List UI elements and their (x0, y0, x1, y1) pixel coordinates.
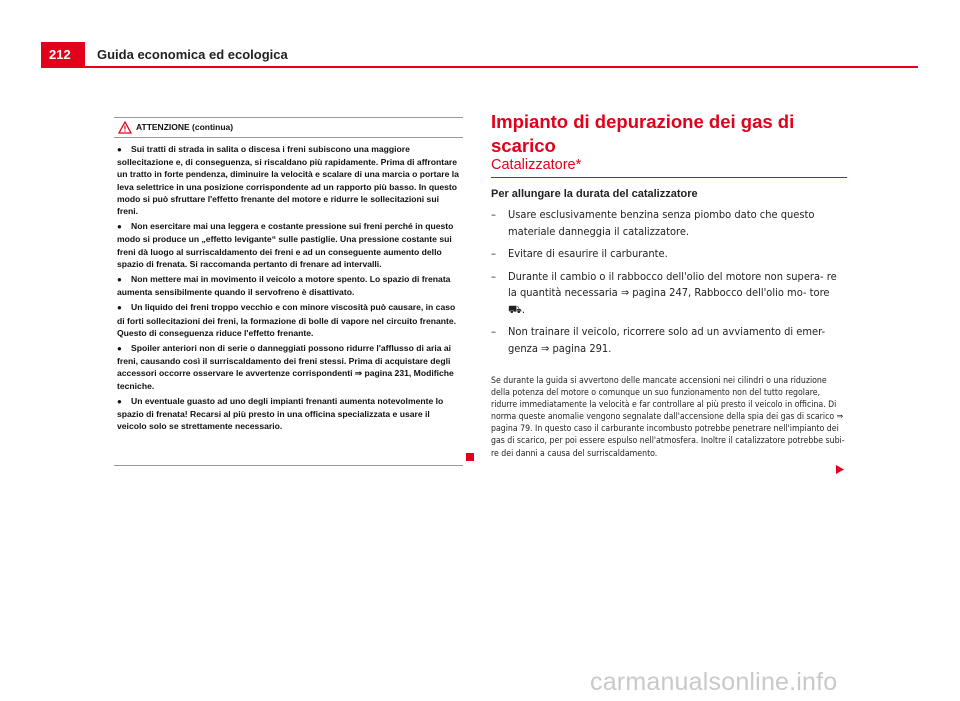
section-content (491, 110, 851, 459)
warning-item-text: Spoiler anteriori non di serie o danneggiati possono ridurre l'afflusso di aria ai freni, causando così il surriscaldamento dei freni stessi. Prima di acquistare degli accessori occorre osservare le avvertenze corrispondenti ⇒ pagina 231, Modifiche tecniche. (117, 343, 454, 391)
bullet-icon: ● (117, 344, 122, 354)
dash-marker: – (491, 247, 496, 260)
dash-marker: – (491, 208, 496, 221)
header-divider (41, 66, 918, 68)
warning-item (117, 301, 459, 339)
procedure-steps (491, 207, 847, 363)
warning-item-text: Sui tratti di strada in salita o discesa i freni subiscono una maggiore sollecitazione e, di conseguenza, si riscaldano più rapidamente. Prima di affrontare un tratto in forte pendenza, diminuire la velocità e scalare di una marcia o portare la leva selettrice in una posizione corrispondente ad un rapporto più basso. In questo modo si può sfruttare l'effetto frenante del motore e ridurre le sollecitazioni sui freni. (117, 144, 459, 217)
warning-item-text: Un liquido dei freni troppo vecchio e con minore viscosità può causare, in caso di forti sollecitazioni dei freni, la formazione di bolle di vapore nel circuito frenante. Questo di conseguenza riduce l'effetto frenante. (117, 302, 457, 338)
warning-body (114, 138, 463, 432)
bullet-icon: ● (117, 396, 122, 406)
warning-item-text: Un eventuale guasto ad uno degli impianti frenanti aumenta notevolmente lo spazio di frenata! Recarsi al più presto in una officina specializzata e usare il veicolo solo se strettamente necessario. (117, 395, 444, 432)
warning-item (117, 273, 459, 298)
warning-item (117, 220, 459, 270)
procedure-step-text: Evitare di esaurire il carburante. (508, 247, 668, 260)
procedure-step (491, 246, 847, 263)
bullet-icon: ● (117, 275, 122, 285)
warning-box (114, 117, 463, 466)
dash-marker: – (491, 325, 496, 338)
warning-item (117, 342, 459, 392)
procedure-step (491, 324, 847, 357)
warning-item (117, 395, 459, 433)
bullet-icon: ● (117, 222, 122, 232)
procedure-step (491, 269, 847, 319)
page-header (0, 0, 960, 70)
subtitle-divider (491, 177, 847, 178)
procedure-heading: Per allungare la durata del catalizzatore (491, 188, 698, 200)
warning-item-text: Non esercitare mai una leggera e costante pressione sui freni perché in questo modo si produce un „effetto levigante“ sulle pastiglie. Una pressione costante sui freni dà luogo al surriscaldamento dei freni e ad un conseguente aumento dello spazio di frenata. Si raccomanda pertanto di frenare ad intervalli. (117, 221, 454, 269)
warning-title: ATTENZIONE (continua) (136, 122, 234, 132)
bullet-icon: ● (117, 145, 122, 154)
dash-marker: – (491, 269, 496, 283)
procedure-step-text: Non trainare il veicolo, ricorrere solo ad un avviamento di emer- genza ⇒ pagina 291. (508, 325, 826, 355)
warning-item (117, 143, 459, 217)
note-paragraph: Se durante la guida si avvertono delle mancate accensioni nei cilindri o una riduzione della potenza del motore o comunque un suo funzionamento non del tutto regolare, ridurre immediatamente la velocità e far controllare al più presto il veicolo in officina. Di norma queste anomalie vengono segnalate dall'accensione della spia dei gas di scarico ⇒ pagina 79. In questo caso il carburante incombusto potrebbe penetrare nell'impianto dei gas di scarico, per poi essere espulso nell'atmosfera. Inoltre il catalizzatore potrebbe subi- re dei danni a causa del surriscaldamento. (491, 376, 845, 459)
procedure-step-text: Usare esclusivamente benzina senza piombo dato che questo materiale danneggia il catalizzatore. (508, 208, 815, 238)
section-title: Impianto di depurazione dei gas di scarico (491, 111, 795, 156)
procedure-step (491, 207, 847, 240)
warning-item-text: Non mettere mai in movimento il veicolo a motore spento. Lo spazio di frenata aumenta sensibilmente quando il servofreno è disattivato. (117, 274, 451, 298)
warning-triangle-icon (118, 121, 132, 134)
watermark: carmanualsonline.info (590, 668, 838, 696)
page-title: Guida economica ed ecologica (97, 47, 288, 62)
section-subtitle: Catalizzatore* (491, 157, 582, 173)
warning-header (114, 118, 463, 138)
page-number: 212 (41, 42, 85, 66)
continue-arrow-icon (836, 465, 844, 474)
end-square-icon (466, 453, 474, 461)
bullet-icon: ● (117, 303, 122, 313)
procedure-step-text: Durante il cambio o il rabbocco dell'olio del motore non supera- re la quantità necessaria ⇒ pagina 247, Rabbocco dell'olio mo- tore ⛟. (508, 269, 837, 316)
